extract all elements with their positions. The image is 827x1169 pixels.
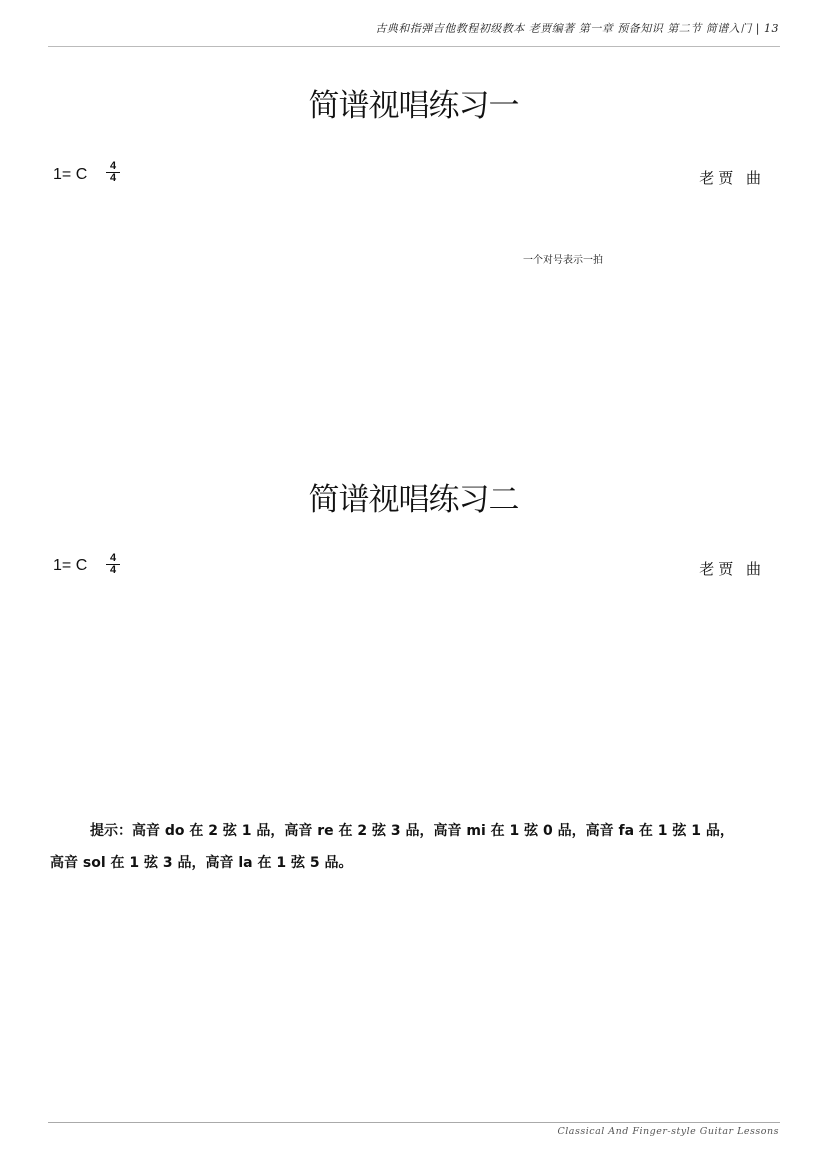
exercise2-time-signature [106, 553, 120, 576]
exercise1-key: 1= C [53, 166, 88, 183]
page-footer: Classical And Finger-style Guitar Lessons [557, 1126, 779, 1137]
exercise2-composer: 老贾 曲 [699, 560, 765, 578]
beat-explanation: 一个对号表示一拍 [523, 255, 603, 266]
page-header: 古典和指弹吉他教程初级教本 老贾编著 第一章 预备知识 第二节 简谱入门 | 13 [375, 22, 779, 35]
time-denominator: 4 [109, 172, 117, 184]
exercise1-title: 简谱视唱练习一 [308, 88, 519, 124]
hint-text [50, 815, 782, 879]
footer-rule [48, 1122, 780, 1123]
exercise1-composer: 老贾 曲 [699, 169, 765, 187]
exercise2-key: 1= C [53, 557, 88, 574]
time-denominator: 4 [109, 564, 117, 576]
hint-line-1: 提示：高音 do 在 2 弦 1 品，高音 re 在 2 弦 3 品，高音 mi 在 1 弦 0 品，高音 fa 在 1 弦 1 品， [90, 823, 734, 839]
exercise2-title: 简谱视唱练习二 [308, 482, 519, 518]
time-numerator: 4 [106, 553, 120, 565]
time-numerator: 4 [106, 161, 120, 173]
hint-line-2: 高音 sol 在 1 弦 3 品，高音 la 在 1 弦 5 品。 [50, 855, 353, 871]
